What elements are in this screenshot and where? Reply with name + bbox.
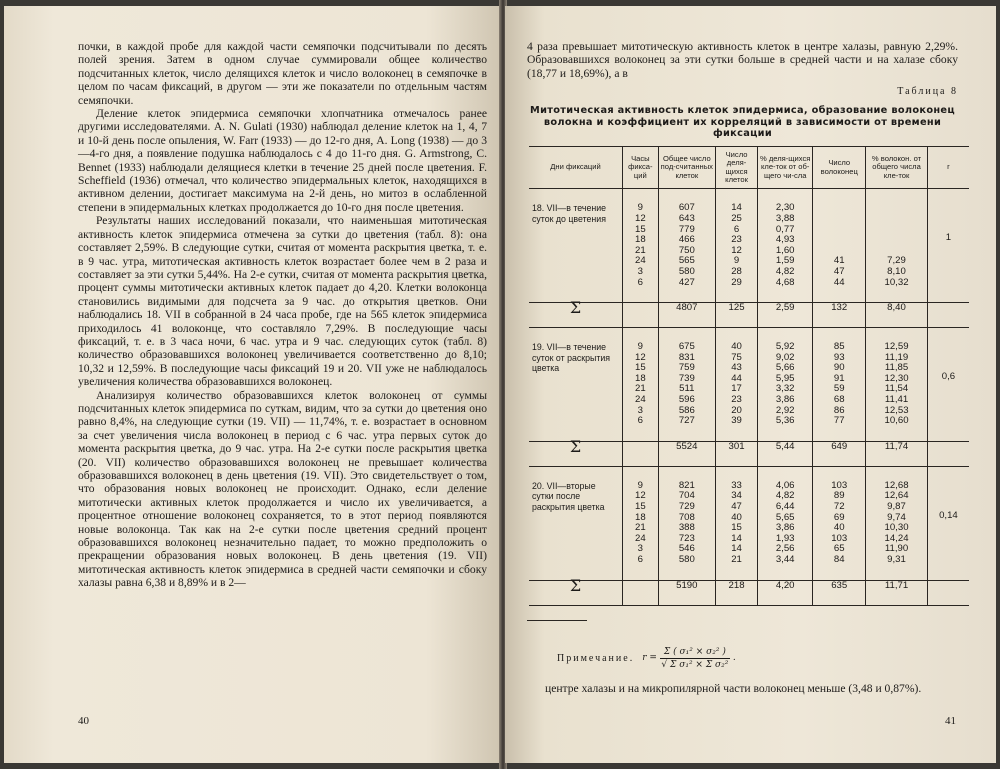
sum-symbol: Σ <box>529 580 623 605</box>
group-pct-dividing-value: 1,60 <box>775 244 795 256</box>
group-total-cells-value: 750 <box>678 244 695 256</box>
group-hours-value: 21 <box>635 522 646 534</box>
sum-total-cells: 5524 <box>658 441 715 466</box>
sum-total-cells: 4807 <box>658 303 715 328</box>
header-fibers: Число волоконец <box>813 146 866 189</box>
header-dividing: Число деля-щихся клеток <box>715 146 757 189</box>
group-total-cells-value: 466 <box>678 234 695 246</box>
group-total-cells-value: 831 <box>678 351 695 363</box>
group-total-cells-value: 759 <box>678 362 695 374</box>
sum-symbol: Σ <box>529 303 623 328</box>
group-hours-value: 9 <box>637 341 643 353</box>
formula-numerator: Σ ( σ₁² × σ₂² ) <box>660 647 730 659</box>
group-row <box>529 466 969 565</box>
group-pct-dividing-value: 4,93 <box>775 234 795 246</box>
group-sum-row <box>529 303 969 328</box>
group-pct-dividing-value: 3,86 <box>775 522 795 534</box>
group-gap-row <box>529 427 969 442</box>
group-hours-value: 21 <box>635 244 646 256</box>
group-dividing-value: 29 <box>731 276 742 288</box>
header-days: Дни фиксаций <box>529 146 623 189</box>
group-fibers-value: 86 <box>833 404 845 416</box>
group-pct-dividing-value: 4,06 <box>775 479 795 491</box>
group-label: 20. VII—вторые сутки после раскрытия цветка <box>532 480 605 513</box>
group-fibers-value: 40 <box>833 522 845 534</box>
group-total-cells-value: 565 <box>678 255 695 267</box>
header-r: r <box>927 146 969 189</box>
table-body <box>529 189 969 605</box>
gap-cell <box>658 566 715 581</box>
group-total-cells-value: 511 <box>679 383 695 395</box>
group-dividing-value: 39 <box>731 415 742 427</box>
group-total-cells-value: 723 <box>678 532 695 544</box>
group-dividing-value: 47 <box>731 501 742 513</box>
group-pct-fibers-value: 7,29 <box>887 255 906 267</box>
sum-dividing: 301 <box>715 441 757 466</box>
sum-fibers: 132 <box>813 303 866 328</box>
group-fibers-value: 85 <box>833 341 845 353</box>
sum-r-empty <box>927 441 969 466</box>
gap-cell <box>658 288 715 303</box>
gap-cell <box>658 427 715 442</box>
group-fibers <box>813 466 866 565</box>
group-hours-value: 18 <box>635 372 646 384</box>
group-pct-fibers-value: 9,31 <box>887 554 906 565</box>
header-total-cells: Общее число под-считанных клеток <box>658 146 715 189</box>
group-hours-value: 18 <box>635 511 646 523</box>
gap-cell <box>758 427 813 442</box>
left-page <box>4 6 501 763</box>
group-fibers-value: 89 <box>833 490 845 502</box>
group-fibers-value: 90 <box>833 362 845 374</box>
group-pct-dividing-value: 4,68 <box>775 276 795 288</box>
group-dividing-value: 14 <box>731 532 742 544</box>
group-dividing-value: 40 <box>731 511 742 523</box>
group-total-cells-value: 388 <box>678 522 695 534</box>
group-pct-dividing-value: 2,30 <box>775 202 795 214</box>
sum-pct-dividing: 5,44 <box>758 441 813 466</box>
group-fibers-value: 72 <box>833 501 845 513</box>
group-pct-dividing-value: 6,44 <box>775 501 795 513</box>
group-hours-value: 15 <box>635 223 646 235</box>
header-pct-fibers: % волокон. от общего числа кле-ток <box>866 146 928 189</box>
group-pct-dividing-value: 9,02 <box>775 351 795 363</box>
sum-fibers: 649 <box>813 441 866 466</box>
gap-cell <box>813 288 866 303</box>
left-paragraph: Результаты наших исследований показали, что наименьшая митотическая активность клеток эпидермиса отмечена за сутки до цветения (табл. 8): она составляет 2,59%. В следующие сутки, считая от момента раскрытия цветка, т. е. в 9 час. утра, митотическая активность клеток возрастает более чем в 2 раза и составляет за эти сутки 5,44%. На 2-е сутки, считая от момента раскрытия цветка, процент суммы митотически активных клеток падает до 4,20. Клетки волоконца становились видимыми для подсчета за 9 час. до открытия цветков. Они наблюдались 18. VII в собранной в 24 часа пробе, где на 565 клеток эпидермиса приходилось 41 волоконце, что составляло 7,29%. В последующие часы фиксаций, т. е. в 3 часа ночи, 6 час. утра и 9 час. следующих суток (табл. 8) количество образовавшихся волоконец увеличивается соответственно до 8,10; 10,32 и 12,59%. В последующие часы фиксаций 19 и 20. VII уже не наблюдалось увеличения количества образовавшихся волоконец. <box>78 214 487 389</box>
group-pct-fibers <box>866 189 928 288</box>
group-label: 18. VII—в течение суток до цветения <box>532 203 607 224</box>
sum-hours-empty <box>623 441 659 466</box>
gap-cell <box>715 566 757 581</box>
group-dividing-value: 23 <box>731 394 742 406</box>
group-pct-dividing-value: 5,36 <box>775 415 795 427</box>
group-fibers-value: 91 <box>833 372 845 384</box>
group-pct-fibers-value: 14,24 <box>884 532 909 544</box>
sum-pct-fibers: 11,74 <box>866 441 928 466</box>
group-hours-value: 6 <box>637 276 643 288</box>
group-pct-fibers-value: 12,59 <box>884 341 909 353</box>
group-dividing-value: 25 <box>731 212 742 224</box>
header-hours: Часы фикса-ций <box>623 146 659 189</box>
group-fibers-value: 65 <box>833 543 845 555</box>
group-pct-dividing-value: 5,65 <box>775 511 795 523</box>
left-paragraph: Деление клеток эпидермиса семяпочки хлопчатника отмечалось ранее другими исследователями. A. N. Gulati (1930) наблюдал деление клеток на 1, 4, 7 и 10-й день после опыления, W. Farr (1933) — до 12-го дня, A. Long (1938) — до 3—4-го дня, а появление подушка наблюдалось с 4 до 11-го дня. G. Armstrong, C. Bennet (1933) наблюдали делящиеся клетки в течение 25 дней после цветения. F. Scheffield (1936) отмечал, что количество эпидермальных клеток, находящихся в активном делении, достигает максимума на 2-й день, но митоз в ослабленной степени в эпидермальных клетках продолжается до 10-го дня после цветения. <box>78 107 487 214</box>
group-pct-dividing <box>758 328 813 427</box>
group-fibers-value: 93 <box>833 351 845 363</box>
group-pct-dividing <box>758 189 813 288</box>
group-pct-dividing-value: 2,56 <box>775 543 795 555</box>
formula-lhs: r = <box>642 653 657 664</box>
group-hours-value: 15 <box>635 501 646 513</box>
group-pct-fibers <box>866 466 928 565</box>
group-pct-dividing-value: 2,92 <box>775 404 795 416</box>
sum-dividing: 125 <box>715 303 757 328</box>
gap-cell <box>866 427 928 442</box>
group-hours-value: 6 <box>637 415 643 427</box>
right-page-closing: центре халазы и на микропилярной части волоконец меньше (3,48 и 0,87%). <box>545 681 922 695</box>
group-total-cells-value: 580 <box>678 554 695 565</box>
group-total-cells <box>658 466 715 565</box>
group-pct-fibers-value: 12,64 <box>884 490 909 502</box>
sum-symbol: Σ <box>529 441 623 466</box>
formula-denominator: √ Σ σ₁² × Σ σ₂² <box>661 659 729 670</box>
group-hours <box>623 189 659 288</box>
group-dividing-value: 34 <box>731 490 742 502</box>
group-dividing-value: 14 <box>731 202 742 214</box>
group-dividing-value: 20 <box>731 404 742 416</box>
group-hours-value: 3 <box>637 404 643 416</box>
group-hours-value: 12 <box>635 351 646 363</box>
left-page-number: 40 <box>78 715 89 727</box>
sum-pct-dividing: 4,20 <box>758 580 813 605</box>
group-pct-fibers-value: 11,90 <box>884 543 909 555</box>
sum-dividing: 218 <box>715 580 757 605</box>
group-hours-value: 18 <box>635 234 646 246</box>
gap-cell <box>623 566 659 581</box>
group-hours-value: 24 <box>635 255 646 267</box>
group-sum-row <box>529 441 969 466</box>
sum-pct-fibers: 8,40 <box>866 303 928 328</box>
group-pct-fibers <box>866 328 928 427</box>
group-total-cells-value: 580 <box>678 265 695 277</box>
group-fibers-value: 41 <box>833 255 845 267</box>
group-pct-fibers-value: 11,19 <box>884 351 909 363</box>
group-fibers-value <box>816 214 862 225</box>
group-fibers-value: 103 <box>831 532 848 544</box>
footnote-divider <box>527 620 587 621</box>
group-fibers-value: 68 <box>833 394 845 406</box>
group-dividing-value: 6 <box>733 223 740 235</box>
left-paragraph: Анализируя количество образовавшихся клеток волоконец от суммы подсчитанных клеток эпидермиса по суткам, видим, что за сутки до цветения оно равно 8,4%, на следующие сутки (19. VII) — 11,74%, т. е. возрастает в основном за счет увеличения числа волоконец в период с 6 час. утра первых суток до момента раскрытия цветка, до 9 час. утра. На 2-е сутки после раскрытия цветка (20. VII) количество образовавшихся волоконец не превышает количества образовавшихся волоконец в день цветения (19. VII). Это свидетельствует о том, что образования новых волоконец не происходит. Однако, если деление митотически активных клеток продолжается и число их увеличивается, а процентное отношение волоконец сохраняется, то в этот период появляются новые волоконца. Так как на 2-е сутки после цветения средний процент образовавшихся волоконец незначительно падает, то можно предположить о прекращении образования новых волоконец. В день цветения (19. VII) митотическая активность клеток эпидермиса в средней части семяпочки и сбоку халазы равна 6,38 и 8,89% и в 2— <box>78 388 487 590</box>
group-pct-fibers-value: 10,30 <box>884 522 909 534</box>
group-dividing-value: 9 <box>733 255 740 267</box>
group-hours-value: 12 <box>635 212 646 224</box>
group-pct-fibers-value: 8,10 <box>887 265 906 277</box>
sum-fibers: 635 <box>813 580 866 605</box>
gap-cell <box>623 288 659 303</box>
group-hours-value: 24 <box>635 394 646 406</box>
group-pct-dividing-value: 1,93 <box>775 532 795 544</box>
group-pct-dividing-value: 3,32 <box>775 383 795 395</box>
group-pct-fibers-value <box>869 214 924 225</box>
group-total-cells-value: 643 <box>678 212 695 224</box>
group-dividing-value: 40 <box>731 341 742 353</box>
group-pct-fibers-value: 11,41 <box>884 394 909 406</box>
sum-hours-empty <box>623 580 659 605</box>
group-fibers-value: 69 <box>833 511 845 523</box>
group-r-value: 0,14 <box>927 466 969 565</box>
group-pct-dividing-value: 0,77 <box>775 223 795 235</box>
group-total-cells-value: 546 <box>678 543 695 555</box>
group-dividing <box>715 328 757 427</box>
group-pct-fibers-value: 11,85 <box>884 362 909 374</box>
table-header-row <box>529 146 969 189</box>
group-total-cells <box>658 189 715 288</box>
group-pct-fibers-value: 11,54 <box>884 383 909 395</box>
group-total-cells <box>658 328 715 427</box>
group-pct-dividing <box>758 466 813 565</box>
group-total-cells-value: 821 <box>678 479 695 491</box>
group-gap-row <box>529 566 969 581</box>
group-hours-value: 3 <box>637 543 643 555</box>
group-pct-fibers-value: 9,87 <box>887 501 906 513</box>
formula-tail: . <box>732 653 736 664</box>
group-dividing <box>715 189 757 288</box>
gap-cell <box>758 288 813 303</box>
group-pct-dividing-value: 1,59 <box>775 255 795 267</box>
header-pct-dividing: % деля-щихся кле-ток от об-щего чи-сла <box>758 146 813 189</box>
group-r-value: 1 <box>927 189 969 288</box>
group-dividing-value: 21 <box>731 554 742 565</box>
gap-cell <box>866 566 928 581</box>
gap-cell <box>758 566 813 581</box>
sum-hours-empty <box>623 303 659 328</box>
gap-cell <box>813 566 866 581</box>
group-pct-dividing-value: 3,86 <box>775 394 795 406</box>
group-pct-fibers-value: 10,32 <box>884 276 909 288</box>
gap-cell <box>866 288 928 303</box>
table-title: Митотическая активность клеток эпидермиса, образование волоконец волокна и коэффициент их корреляций в зависимости от времени фиксации <box>530 105 955 140</box>
group-hours <box>623 328 659 427</box>
data-table <box>529 146 969 606</box>
group-fibers-value: 77 <box>833 415 845 427</box>
sum-r-empty <box>927 580 969 605</box>
gap-cell <box>927 427 969 442</box>
group-total-cells-value: 596 <box>678 394 695 406</box>
group-dividing-value: 43 <box>731 362 742 374</box>
table-note <box>557 647 958 670</box>
group-pct-fibers-value: 12,53 <box>884 404 909 416</box>
group-hours-value: 9 <box>637 202 643 214</box>
gap-cell <box>715 288 757 303</box>
group-dividing-value: 75 <box>731 351 742 363</box>
right-page <box>505 6 996 763</box>
group-total-cells-value: 779 <box>678 223 695 235</box>
group-pct-dividing-value: 3,44 <box>775 554 795 565</box>
right-page-number: 41 <box>945 715 956 727</box>
group-hours-value: 12 <box>635 490 646 502</box>
table-label: Таблица 8 <box>897 86 958 98</box>
gap-cell <box>813 427 866 442</box>
group-total-cells-value: 729 <box>678 501 695 513</box>
group-hours-value: 6 <box>637 554 643 565</box>
left-paragraph: почки, в каждой пробе для каждой части семяпочки подсчитывали по десять полей зрения. Затем в одном случае суммировали общее количество подсчитанных клеток, число делящихся клеток и число волоконец в семяпочке в целом по часам фиксаций, в другом — эти же показатели по отдельным частям семяпочки. <box>78 40 487 107</box>
group-total-cells-value: 675 <box>678 341 695 353</box>
group-dividing <box>715 466 757 565</box>
group-fibers-value: 59 <box>833 383 845 395</box>
group-r-value: 0,6 <box>927 328 969 427</box>
group-pct-dividing-value: 5,66 <box>775 362 795 374</box>
group-total-cells-value: 586 <box>678 404 695 416</box>
group-total-cells-value: 708 <box>678 511 695 523</box>
group-pct-fibers-value: 12,68 <box>884 479 909 491</box>
group-dividing-value: 17 <box>731 383 742 395</box>
group-dividing-value: 15 <box>731 522 742 534</box>
group-hours-value: 24 <box>635 532 646 544</box>
group-hours <box>623 466 659 565</box>
group-row <box>529 189 969 288</box>
group-dividing-value: 12 <box>731 244 742 256</box>
group-hours-value: 9 <box>637 479 643 491</box>
gap-cell <box>927 566 969 581</box>
group-hours-value: 15 <box>635 362 646 374</box>
group-fibers-value: 44 <box>833 276 845 288</box>
group-dividing-value: 33 <box>731 479 742 491</box>
sum-total-cells: 5190 <box>658 580 715 605</box>
sum-pct-fibers: 11,71 <box>866 580 928 605</box>
group-label: 19. VII—в течение суток от раскрытия цветка <box>532 342 611 374</box>
group-fibers-value: 47 <box>833 265 845 277</box>
group-pct-dividing-value: 5,92 <box>775 341 795 353</box>
group-pct-fibers-value: 10,60 <box>884 415 909 427</box>
group-gap-row <box>529 288 969 303</box>
group-dividing-value: 23 <box>731 234 742 246</box>
group-dividing-value: 14 <box>731 543 742 555</box>
formula-fraction <box>660 647 730 670</box>
group-dividing-value: 28 <box>731 265 742 277</box>
group-total-cells-value: 739 <box>678 372 695 384</box>
group-hours-value: 3 <box>637 265 643 277</box>
correlation-formula <box>642 647 736 670</box>
group-sum-row <box>529 580 969 605</box>
group-pct-dividing-value: 4,82 <box>775 490 795 502</box>
group-pct-dividing-value: 3,88 <box>775 212 795 224</box>
note-label: Примечание. <box>557 652 635 664</box>
group-fibers <box>813 328 866 427</box>
group-fibers <box>813 189 866 288</box>
group-dividing-value: 44 <box>731 372 742 384</box>
group-fibers-value: 103 <box>831 479 848 491</box>
right-page-intro: 4 раза превышает митотическую активность клеток в центре халазы, равную 2,29%. Образовавшихся волоконец за эти сутки больше в средней части и на халазе сбоку (18,77 и 18,69%), а в <box>527 40 958 80</box>
gap-cell <box>715 427 757 442</box>
group-row <box>529 328 969 427</box>
group-total-cells-value: 607 <box>678 202 695 214</box>
group-hours-value: 21 <box>635 383 646 395</box>
group-pct-dividing-value: 5,95 <box>775 372 795 384</box>
sum-r-empty <box>927 303 969 328</box>
sum-pct-dividing: 2,59 <box>758 303 813 328</box>
group-pct-fibers-value: 12,30 <box>884 372 909 384</box>
left-page-text <box>78 40 487 590</box>
group-total-cells-value: 727 <box>678 415 695 427</box>
group-fibers-value: 84 <box>833 554 845 565</box>
gap-cell <box>623 427 659 442</box>
group-pct-fibers-value: 9,74 <box>887 511 906 523</box>
group-total-cells-value: 427 <box>678 276 695 288</box>
gap-cell <box>927 288 969 303</box>
group-pct-dividing-value: 4,82 <box>775 265 795 277</box>
group-total-cells-value: 704 <box>678 490 695 502</box>
